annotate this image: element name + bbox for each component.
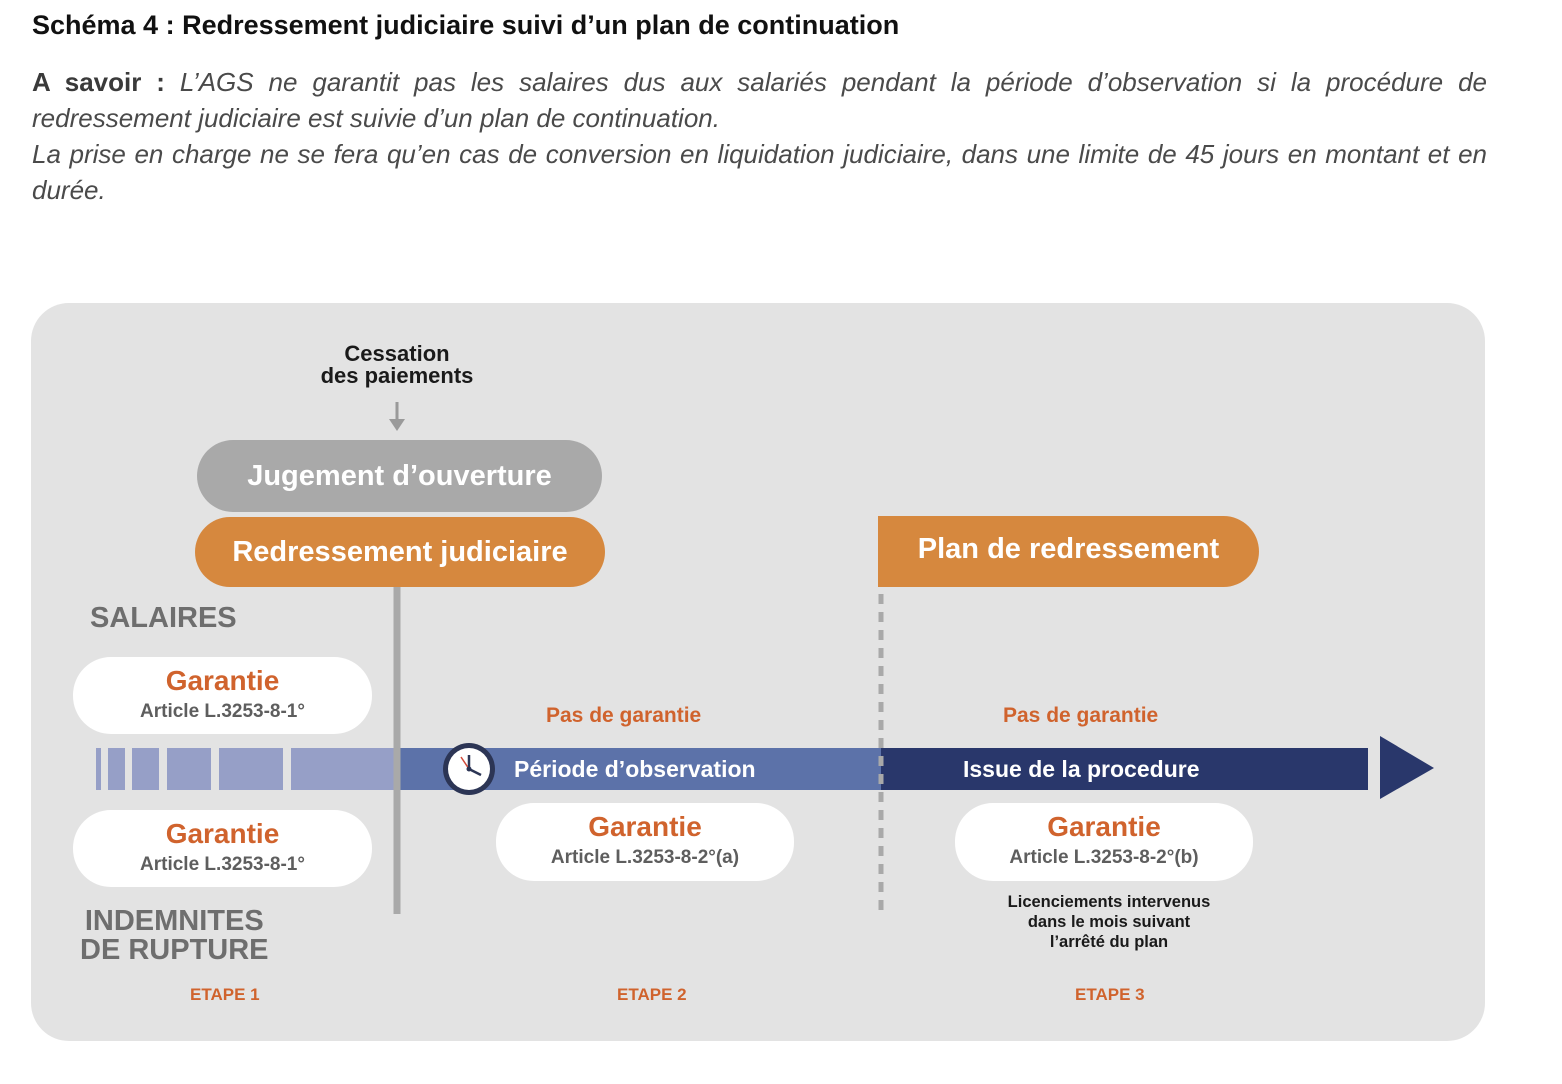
- jugement-ouverture-pill: Jugement d’ouverture: [197, 440, 602, 512]
- bar-dash-3: [132, 748, 159, 790]
- card-article: Article L.3253-8-1°: [140, 854, 305, 875]
- redressement-judiciaire-pill: Redressement judiciaire: [195, 517, 605, 587]
- etape3-note: Licenciements intervenus dans le mois suivant l’arrêté du plan: [1007, 893, 1211, 951]
- periode-label: Période d’observation: [514, 756, 756, 782]
- bar-dash-5: [219, 748, 283, 790]
- intro-text-1: L’AGS ne garantit pas les salaires dus aux salariés pendant la période d’observation si la procédure de redressement judiciaire est suivie d’un plan de continuation.: [32, 67, 1487, 133]
- etape3-indemnites-card: [955, 803, 1253, 881]
- etape2-salaires-text: Pas de garantie: [546, 704, 702, 727]
- etape2-indemnites-card: [496, 803, 794, 881]
- bar-dash-4: [167, 748, 211, 790]
- etape1-indemnites-card: [73, 810, 372, 887]
- etape2-label: ETAPE 2: [617, 985, 687, 1004]
- salaires-label: SALAIRES: [90, 602, 237, 634]
- etape3-label: ETAPE 3: [1075, 985, 1145, 1004]
- bar-dash-2: [108, 748, 125, 790]
- card-title: Garantie: [165, 818, 280, 849]
- intro-paragraph-2: La prise en charge ne se fera qu’en cas de conversion en liquidation judiciaire, dans une limite de 45 jours en montant et en durée.: [32, 139, 1487, 205]
- page-title: Schéma 4 : Redressement judiciaire suivi d’un plan de continuation: [32, 10, 900, 40]
- etape1-salaires-card: [73, 657, 372, 734]
- bar-dash-1: [96, 748, 101, 790]
- intro-lead: A savoir :: [32, 67, 165, 97]
- issue-label: Issue de la procedure: [963, 756, 1200, 782]
- indemnites-label: INDEMNITES DE RUPTURE: [80, 905, 269, 966]
- card-article: Article L.3253-8-1°: [140, 701, 305, 722]
- card-article: Article L.3253-8-2°(a): [550, 847, 740, 868]
- timeline-arrow-head: [1380, 736, 1434, 799]
- card-title: Garantie: [588, 811, 702, 842]
- plan-redressement-pill: Plan de redressement: [878, 516, 1259, 587]
- etape1-label: ETAPE 1: [190, 985, 260, 1004]
- card-title: Garantie: [1047, 811, 1161, 842]
- bar-segment-etape1: [291, 748, 397, 790]
- etape3-salaires-text: Pas de garantie: [1003, 704, 1159, 727]
- clock-icon: [443, 743, 495, 795]
- cessation-arrow-head: [389, 419, 405, 431]
- card-article: Article L.3253-8-2°(b): [1009, 847, 1199, 868]
- cessation-label: Cessation des paiements: [320, 341, 474, 388]
- card-title: Garantie: [165, 665, 280, 696]
